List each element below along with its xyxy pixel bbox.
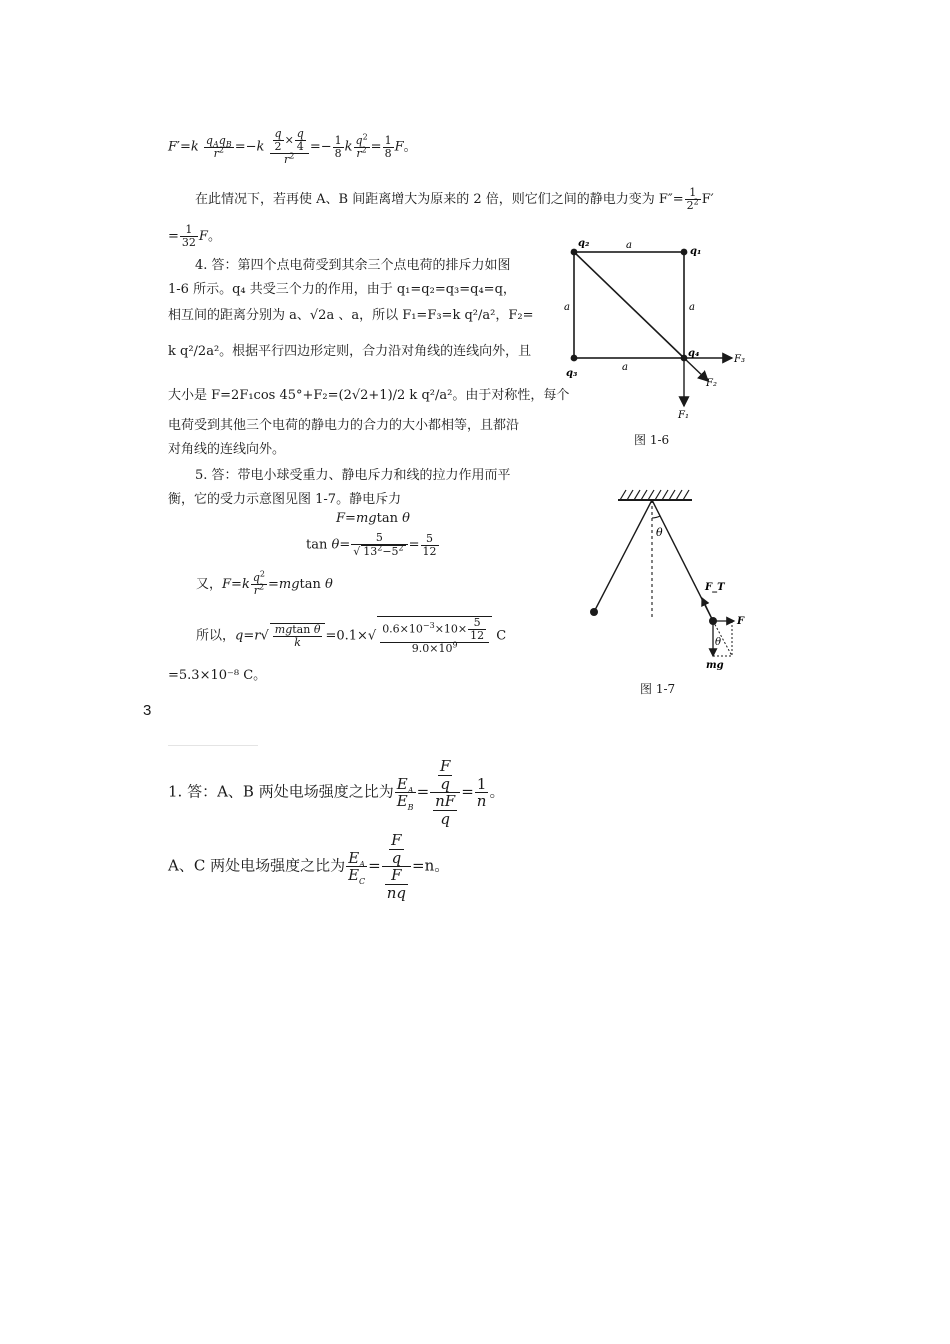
problem4-line-5: 大小是 F=2F₁cos 45°+F₂=(2√2+1)/2 k q²/a²。由于对称性，每个 [168,388,570,403]
section2-line2-prefix: A、C 两处电场强度之比为 [168,856,346,875]
problem5-eq2: tan θ= $\frac{5}{√ 13^2-5^2}$ = $\frac{5}{12}$ [306,531,437,559]
label-F3: F₃ [734,354,745,365]
label-mg: mg [706,660,724,670]
label-a-top: a [626,240,632,251]
label-F2: F₂ [706,378,717,389]
problem5-line-2: 衡，它的受力示意图见图 1-7。静电斥力 [168,492,402,507]
section2-line1-prefix: 1. 答：A、B 两处电场强度之比为 [168,782,394,801]
section2-line2: A、C 两处电场强度之比为 $\frac{E_A}{E_C}$ = $\frac{\frac{F}{q}}{\frac{F}{nq}}$ =n。 [168,831,450,902]
figure-1-6 [556,236,756,436]
label-q3: q₃ [566,368,578,379]
problem3-text-tail: F′ [701,192,714,208]
problem4-line-4: k q²/2a²。根据平行四边形定则，合力沿对角线的连线向外，且 [168,344,532,359]
problem4-line-7: 对角线的连线向外。 [168,442,286,457]
label-FT: F_T [705,582,725,593]
figure-1-7-caption: 图 1-7 [640,682,676,696]
section-divider [168,745,258,746]
problem3-text-line: 在此情况下，若再使 A、B 间距离增大为原来的 2 倍，则它们之间的静电力变为 F″= [195,192,684,208]
section2-line2-tail: =n。 [412,856,450,875]
label-theta-small: θ [715,637,722,648]
label-a-right: a [689,302,695,313]
problem5-line-1: 5. 答：带电小球受重力、静电斥力和线的拉力作用而平 [195,468,511,483]
figure-1-7 [586,480,756,670]
formula-f-prime: F′=k $\frac{q_Aq_B}{r^2}$ =−k $\frac{q}{2}$ × $\frac{q}{4}$ $r^2$ =− $\frac{1}{8}$ k $\frac{q^2}{r^2}$ = $\frac{1}{8}$ F。 [168,127,417,167]
page-number: 3 [143,702,152,719]
label-q4: q₄ [688,348,700,359]
problem4-line-2: 1-6 所示。q₄ 共受三个力的作用，由于 q₁=q₂=q₃=q₄=q， [168,282,516,297]
section2-line1: 1. 答：A、B 两处电场强度之比为 $\frac{E_A}{E_B}$ = $\frac{\frac{F}{q}}{\frac{nF}{q}}$ = $\frac{1}{n}$ 。 [168,757,505,828]
label-q1: q₁ [690,246,702,257]
figure-1-6-caption: 图 1-6 [634,433,670,447]
label-a-bottom: a [622,362,628,373]
problem4-line-6: 电荷受到其他三个电荷的静电力的合力的大小都相等，且都沿 [168,418,520,433]
label-q2: q₂ [578,238,590,249]
problem5-eq3: 又，F=k $\frac{q^2}{r^2}$ =mgtan θ [196,569,333,598]
problem3-result: = $\frac{1}{32}$ F。 [168,223,221,250]
section2-line1-tail: 。 [489,782,505,801]
problem4-line-1: 4. 答：第四个点电荷受到其余三个点电荷的排斥力如图 [195,258,511,273]
label-theta-top: θ [656,526,663,539]
label-F1: F₁ [678,410,689,421]
label-a-left: a [564,302,570,313]
problem5-eq5: =5.3×10⁻⁸ C。 [168,668,267,683]
problem4-line-3: 相互间的距离分别为 a、√2a 、a，所以 F₁=F₃=k q²/a²，F₂= [168,308,534,323]
problem3-text: 在此情况下，若再使 A、B 间距离增大为原来的 2 倍，则它们之间的静电力变为 F″= $\frac{1}{2^2}$ F′ [195,186,714,213]
problem5-eq1: F=mgtan θ [336,511,410,526]
label-F: F [737,616,745,627]
problem5-eq4: 所以，q=r√ $\frac{\text{mgtan θ}}{k}$ =0.1×√ $0.6\times 10^{-3}\times 10\times$ $\frac{5}{12}$ $9.0\times 10^9$ C [196,616,507,656]
